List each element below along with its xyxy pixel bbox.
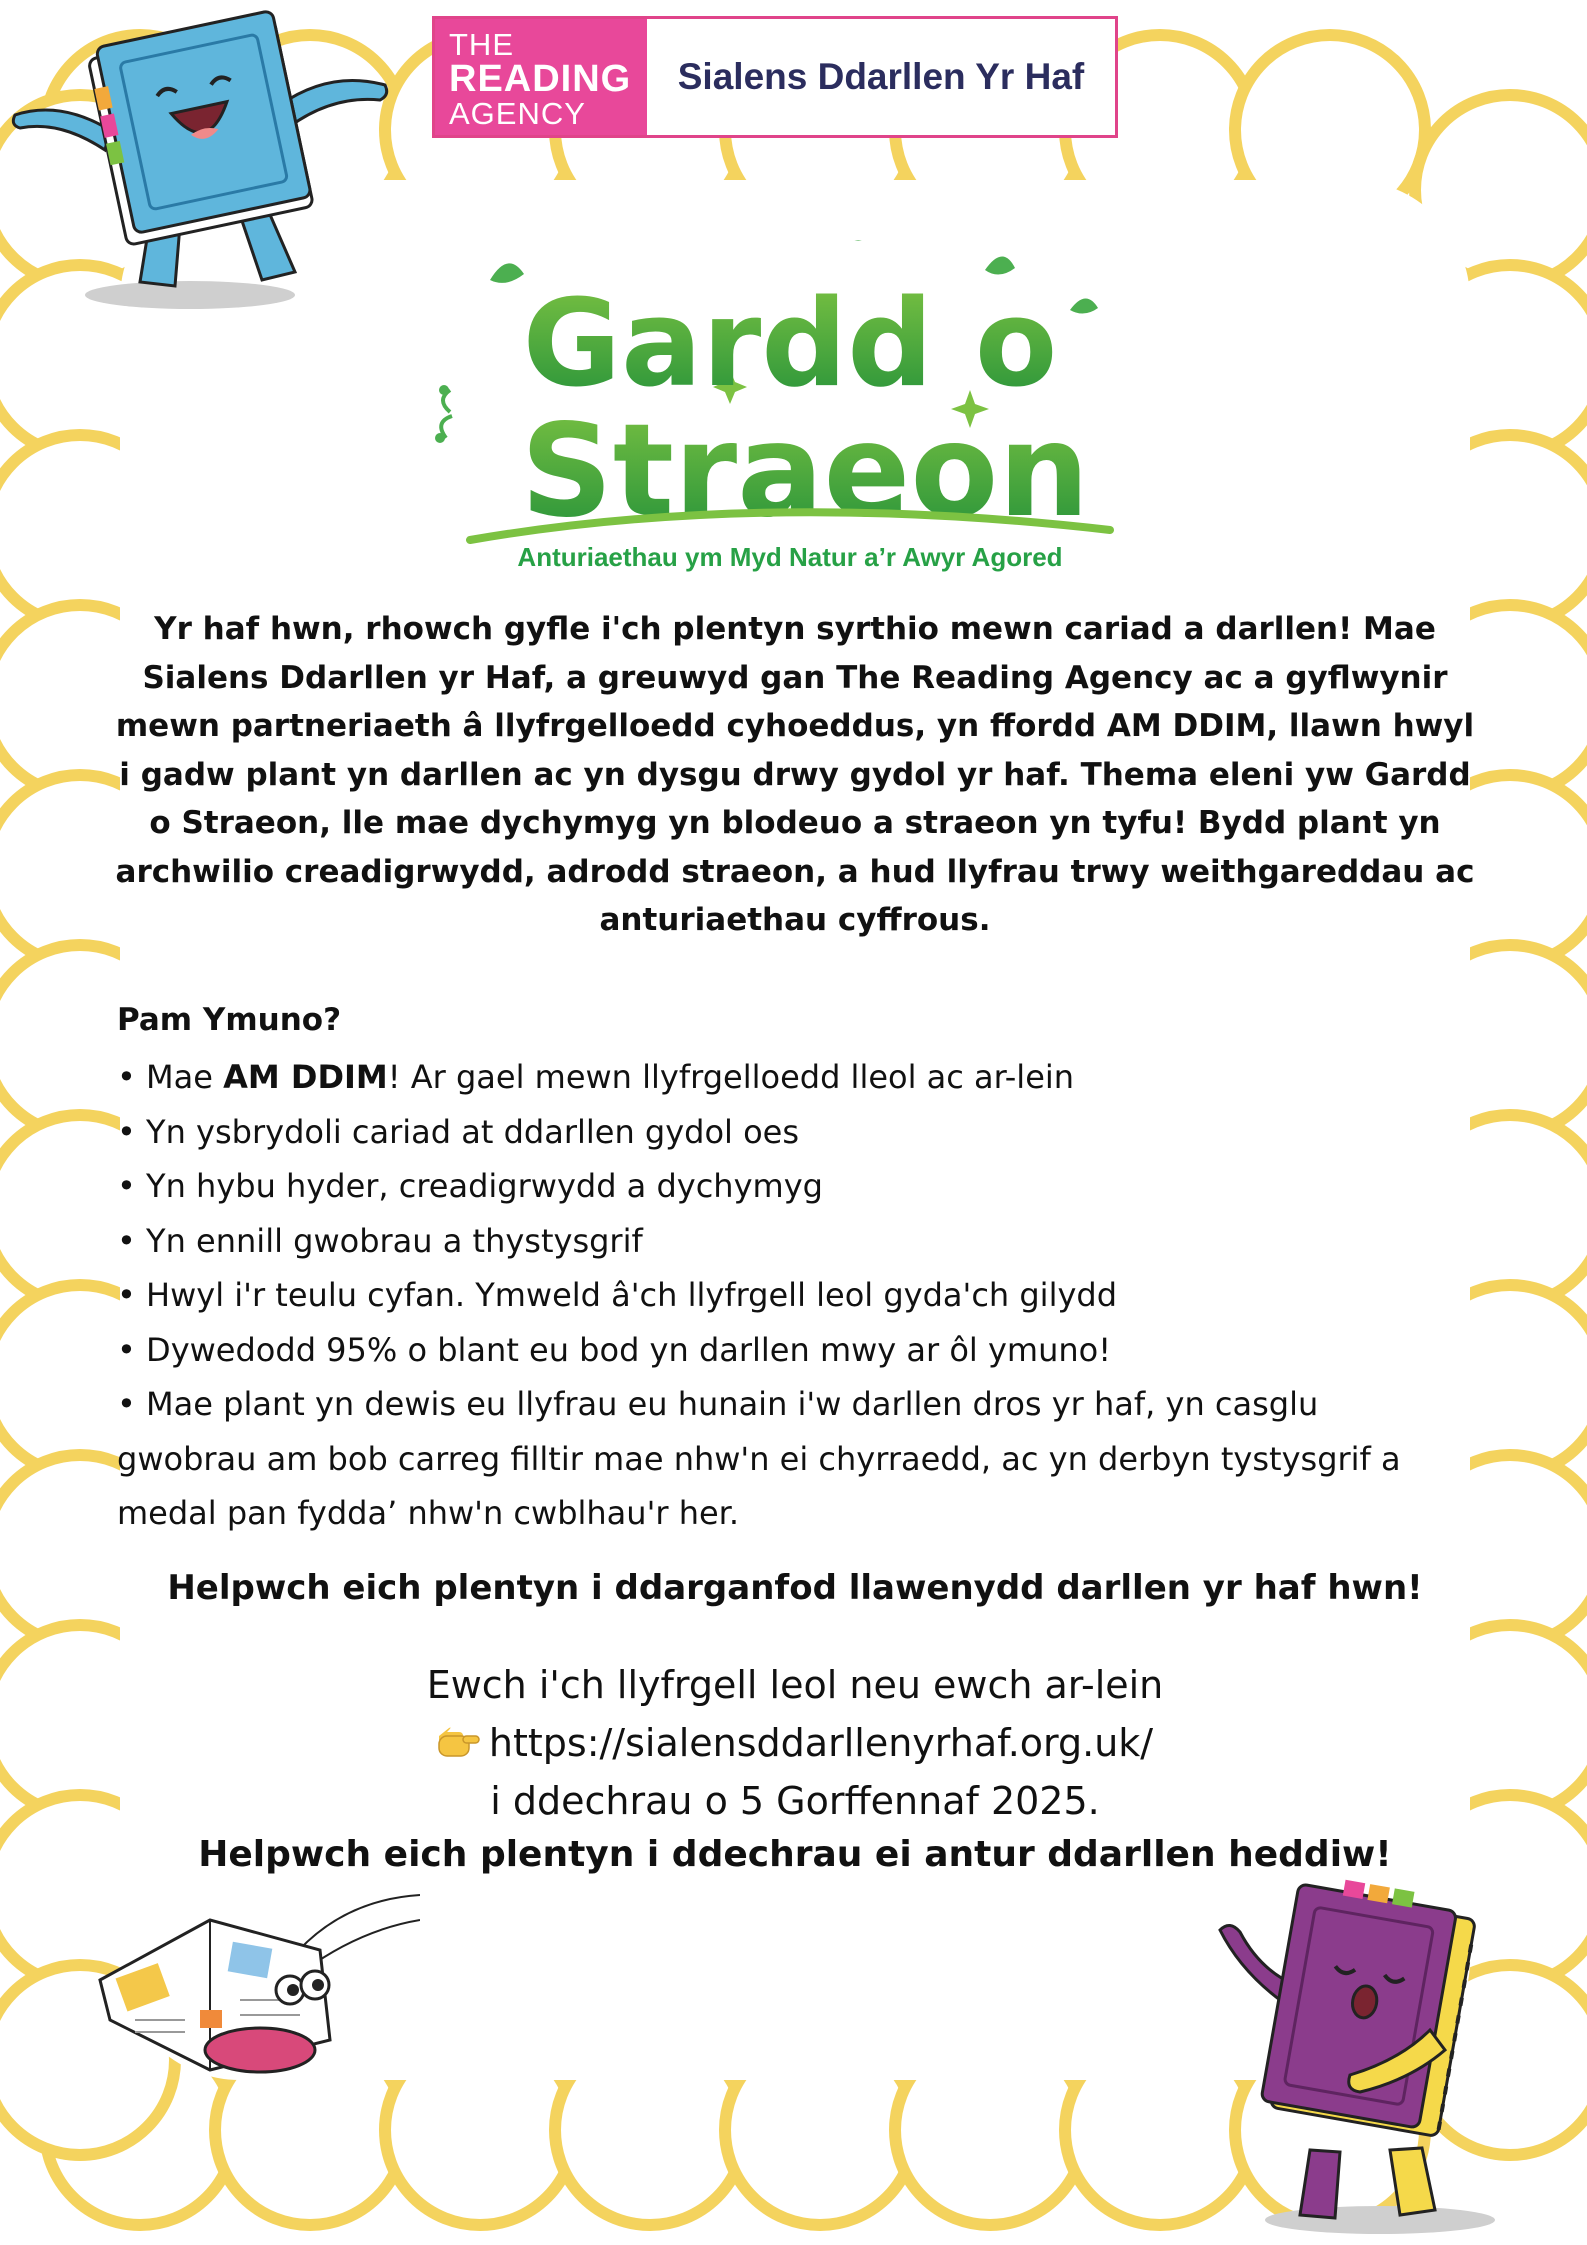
benefit-free-prefix: • Mae [117, 1058, 224, 1096]
pointing-hand-icon [437, 1726, 481, 1760]
newspaper-character-illustration [90, 1880, 420, 2090]
signup-url-link[interactable]: https://sialensddarllenyrhaf.org.uk/ [488, 1721, 1154, 1765]
leaf-icon [490, 263, 524, 283]
list-item: • Hwyl i'r teulu cyfan. Ymweld â'ch llyfrgell leol gyda'ch gilydd [117, 1276, 1118, 1314]
visit-library-block [100, 1656, 1490, 1830]
why-join-heading: Pam Ymuno? [117, 1002, 342, 1038]
logo-subtitle: Anturiaethau ym Myd Natur a’r Awyr Agored [517, 542, 1063, 572]
reading-agency-logo [435, 19, 647, 135]
visit-line: Ewch i'ch llyfrgell leol neu ewch ar-lein [426, 1663, 1164, 1707]
agency-logo-line-reading: READING [449, 58, 632, 100]
benefits-list [117, 1050, 1417, 1541]
list-item: • Yn ennill gwobrau a thystysgrif [117, 1221, 643, 1260]
list-item: • Yn hybu hyder, creadigrwydd a dychymyg [117, 1167, 823, 1205]
blue-book-mascot-illustration [0, 10, 400, 310]
list-item: • Dywedodd 95% o blant eu bod yn darllen mwy ar ôl ymuno! [117, 1330, 1112, 1369]
cta-start-adventure: Helpwch eich plentyn i ddechrau ei antur ddarllen heddiw! [198, 1834, 1392, 1875]
purple-book-mascot-illustration [1200, 1860, 1570, 2240]
leaf-icon [985, 256, 1015, 274]
leaf-icon [1070, 298, 1098, 313]
challenge-title: Sialens Ddarllen Yr Haf [677, 56, 1085, 97]
agency-logo-line-agency: AGENCY [449, 96, 586, 131]
leaf-icon [850, 240, 868, 241]
benefit-free-bold: AM DDIM [223, 1058, 388, 1096]
list-item: • Yn ysbrydoli cariad at ddarllen gydol oes [117, 1112, 800, 1151]
visit-url-line [100, 1714, 1490, 1772]
list-item: • Mae plant yn dewis eu llyfrau eu hunain i'w darllen dros yr haf, yn casglu gwobrau am bob carreg filltir mae nhw'n ei chyrraedd, ac yn derbyn tystysgrif a medal pan fydda’ nhw'n cwblhau'r her. [117, 1385, 1401, 1532]
reading-agency-header-logo [432, 16, 1118, 138]
logo-title-line2: Straeon [520, 397, 1090, 546]
vine-icon [441, 390, 452, 438]
start-date-line: i ddechrau o 5 Gorffennaf 2025. [490, 1779, 1100, 1823]
agency-logo-line-the: THE [449, 27, 514, 62]
cta-discover-reading: Helpwch eich plentyn i ddarganfod llawenydd darllen yr haf hwn! [167, 1568, 1423, 1608]
benefit-free-suffix: ! Ar gael mewn llyfrgelloedd lleol ac ar-lein [387, 1058, 1075, 1096]
list-item [117, 1050, 1417, 1105]
logo-title-line1: Gardd o [522, 275, 1058, 414]
intro-paragraph: Yr haf hwn, rhowch gyfle i'ch plentyn syrthio mewn cariad a darllen! Mae Sialens Ddarllen yr Haf, a greuwyd gan The Reading Agency ac a gyflwynir mewn partneriaeth â llyfrgelloedd cyhoeddus, yn ffordd AM DDIM, llawn hwyl i gadw plant yn darllen ac yn dysgu drwy gydol yr haf. Thema eleni yw Gardd o Straeon, lle mae dychymyg yn blodeuo a straeon yn tyfu! Bydd plant yn archwilio creadigrwydd, adrodd straeon, a hud llyfrau trwy weithgareddau ac anturiaethau cyffrous. [115, 611, 1475, 938]
